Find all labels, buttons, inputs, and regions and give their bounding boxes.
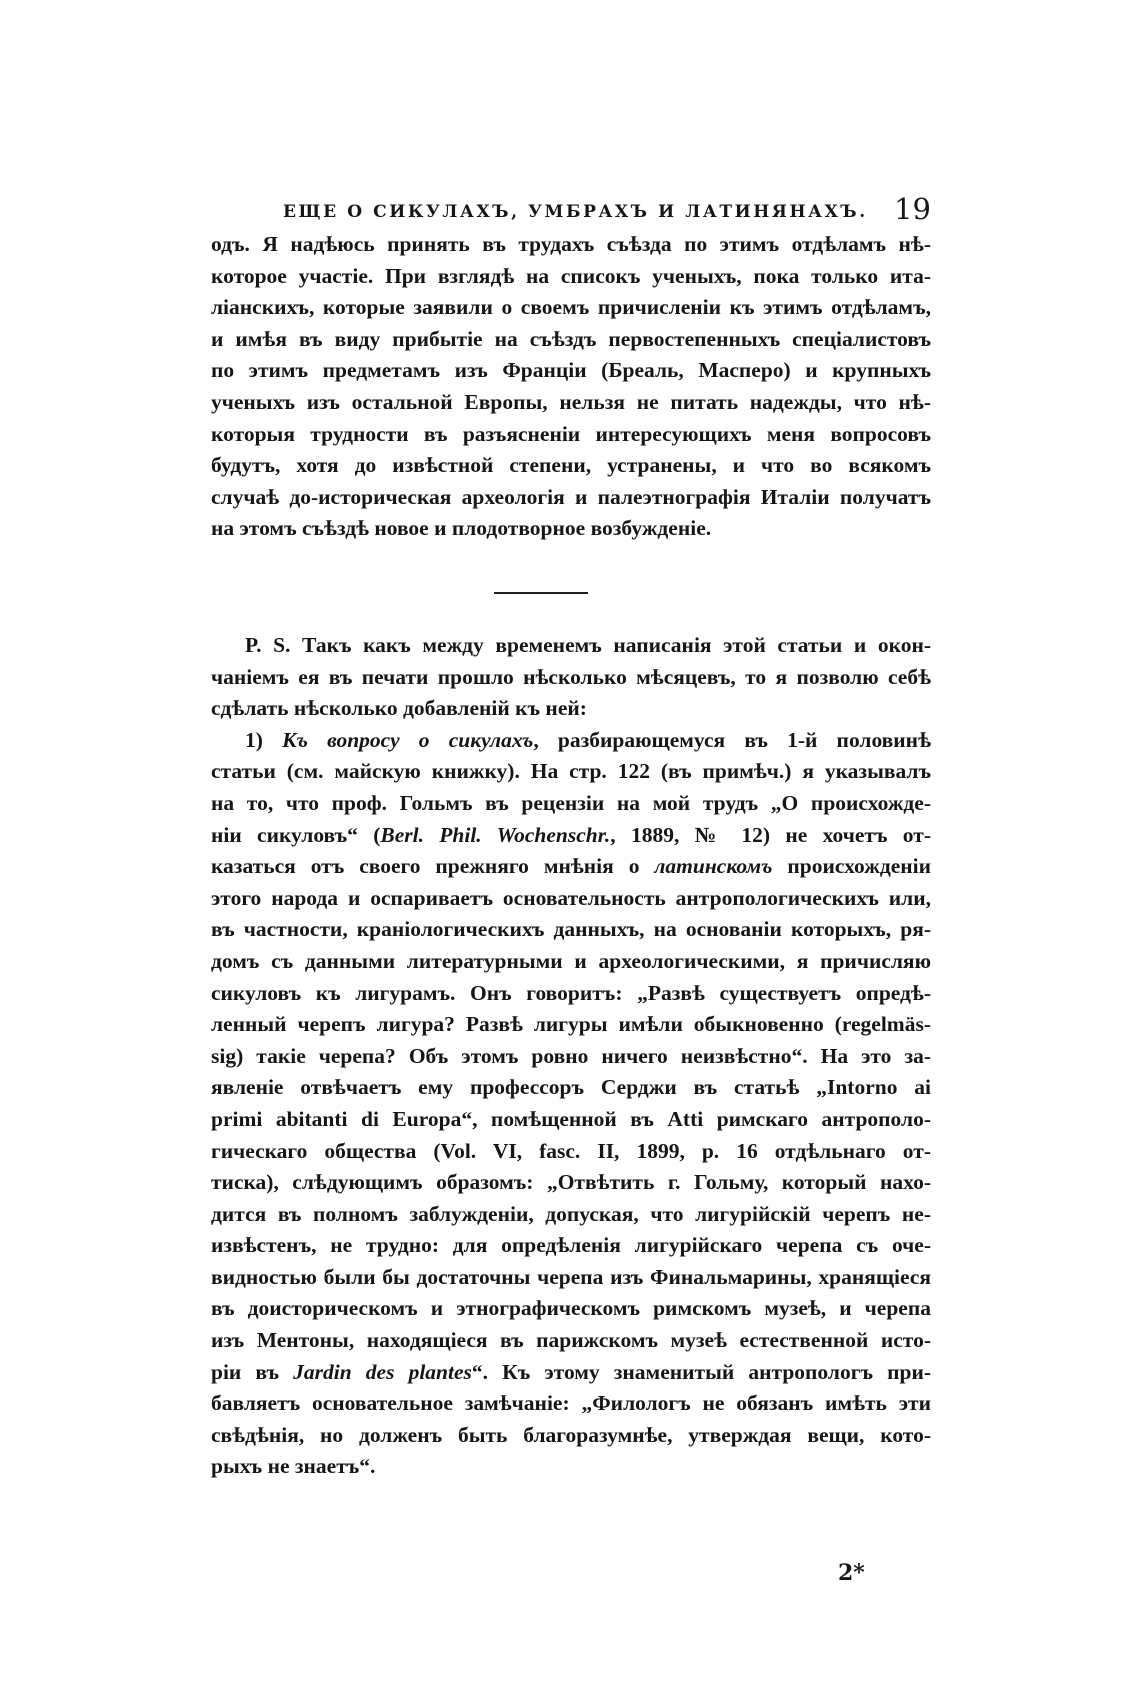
text-run: происхожденіи [772, 854, 931, 879]
text-line: свѣдѣнія, но долженъ быть благоразумнѣе, утверждая вещи, кото- [211, 1422, 931, 1447]
page-number: 19 [894, 192, 931, 226]
italic-phrase: Къ вопросу о сикулахъ [282, 727, 534, 752]
text-line: бавляетъ основательное замѣчаніе: „Филологъ не обязанъ имѣть эти [211, 1391, 931, 1416]
text-run: , разбирающемуся въ 1-й половинѣ [533, 727, 931, 752]
text-line: видностью были бы достаточны черепа изъ Финальмарины, хранящіеся [211, 1264, 931, 1289]
text-run: ніи сикуловъ“ ( [211, 822, 381, 847]
text-line [211, 820, 931, 852]
text-line: домъ съ данными литературными и археологическими, я причисляю [211, 948, 931, 973]
text-line: будутъ, хотя до извѣстной степени, устранены, и что во всякомъ [211, 453, 931, 478]
text-run: , 1889, № 12) не хочетъ от- [610, 822, 931, 847]
text-line: явленіе отвѣчаетъ ему профессоръ Серджи въ статьѣ „Intorno ai [211, 1075, 931, 1100]
text-line [211, 1357, 931, 1389]
text-line: въ доисторическомъ и этнографическомъ римскомъ музеѣ, и черепа [211, 1296, 931, 1321]
text-line: одъ. Я надѣюсь принять въ трудахъ съѣзда по этимъ отдѣламъ нѣ- [211, 232, 931, 256]
text-line: сдѣлать нѣсколько добавленій къ ней: [211, 696, 587, 721]
text-line: primi abitanti di Europa“, помѣщенной въ Atti римскаго антрополо- [211, 1106, 931, 1131]
text-line: статьи (см. майскую книжку). На стр. 122 (въ примѣч.) я указывалъ [211, 759, 931, 784]
text-line: сикуловъ къ лигурамъ. Онъ говоритъ: „Развѣ существуетъ опредѣ- [211, 980, 931, 1005]
text-line: и имѣя въ виду прибытіе на съѣздъ первостепенныхъ спеціалистовъ [211, 326, 931, 351]
text-line: въ частности, краніологическихъ данныхъ, на основаніи которыхъ, ря- [211, 917, 931, 942]
text-line: гическаго общества (Vol. VI, fasc. II, 1899, p. 16 отдѣльнаго от- [211, 1138, 931, 1163]
text-line: P. S. Такъ какъ между временемъ написанія этой статьи и окон- [245, 633, 931, 657]
text-line: которыя трудности въ разъясненіи интересующихъ меня вопросовъ [211, 421, 931, 446]
text-line: на этомъ съѣздѣ новое и плодотворное возбужденіе. [211, 516, 712, 541]
text-line: чаніемъ ея въ печати прошло нѣсколько мѣсяцевъ, то я позволю себѣ [211, 664, 931, 689]
italic-citation: Berl. Phil. Wochenschr. [380, 822, 611, 847]
text-line: на то, что проф. Гольмъ въ рецензіи на мой трудъ „О происхожде- [211, 790, 931, 815]
text-line: ленный черепъ лигура? Развѣ лигуры имѣли обыкновенно (regelmäs- [211, 1012, 931, 1037]
text-line [211, 851, 931, 883]
text-line: по этимъ предметамъ изъ Франціи (Бреаль, Масперо) и крупныхъ [211, 358, 931, 383]
italic-word: латинскомъ [654, 854, 773, 879]
running-title: ЕЩЕ О СИКУЛАХЪ, УМБРАХЪ И ЛАТИНЯНАХЪ. [283, 202, 868, 222]
text-line: тиска), слѣдующимъ образомъ: „Отвѣтить г. Гольму, который нахо- [211, 1170, 931, 1195]
text-line: случаѣ до-историческая археологія и палеэтнографія Италіи получатъ [211, 484, 931, 509]
text-run: “. Къ этому знаменитый антропологъ при- [471, 1359, 931, 1384]
item-number: 1) [245, 727, 283, 752]
italic-place-name: Jardin des plantes [293, 1359, 472, 1384]
section-divider [494, 592, 588, 594]
text-line: этого народа и оспариваетъ основательность антропологическихъ или, [211, 885, 931, 910]
paragraph-continuation [211, 229, 931, 545]
list-item-line [211, 725, 931, 757]
text-line: которое участіе. При взглядѣ на списокъ ученыхъ, пока только ита- [211, 263, 931, 288]
text-line: ліанскихъ, которые заявили о своемъ причисленіи къ этимъ отдѣламъ, [211, 295, 931, 320]
text-line: извѣстенъ, не трудно: для опредѣленія лигурійскаго черепа съ оче- [211, 1233, 931, 1258]
text-line: изъ Ментоны, находящіеся въ парижскомъ музеѣ естественной исто- [211, 1328, 931, 1353]
text-line: рыхъ не знаетъ“. [211, 1454, 376, 1479]
text-run: ріи въ [211, 1359, 294, 1384]
text-run: казаться отъ своего прежняго мнѣнія о [211, 854, 655, 879]
text-line: дится въ полномъ заблужденіи, допуская, что лигурійскій черепъ не- [211, 1201, 931, 1226]
text-line: sig) такіе черепа? Объ этомъ ровно ничего неизвѣстно“. На это за- [211, 1043, 931, 1068]
postscript [211, 630, 931, 1483]
text-line: ученыхъ изъ остальной Европы, нельзя не питать надежды, что нѣ- [211, 389, 931, 414]
signature-mark: 2* [838, 1560, 865, 1586]
